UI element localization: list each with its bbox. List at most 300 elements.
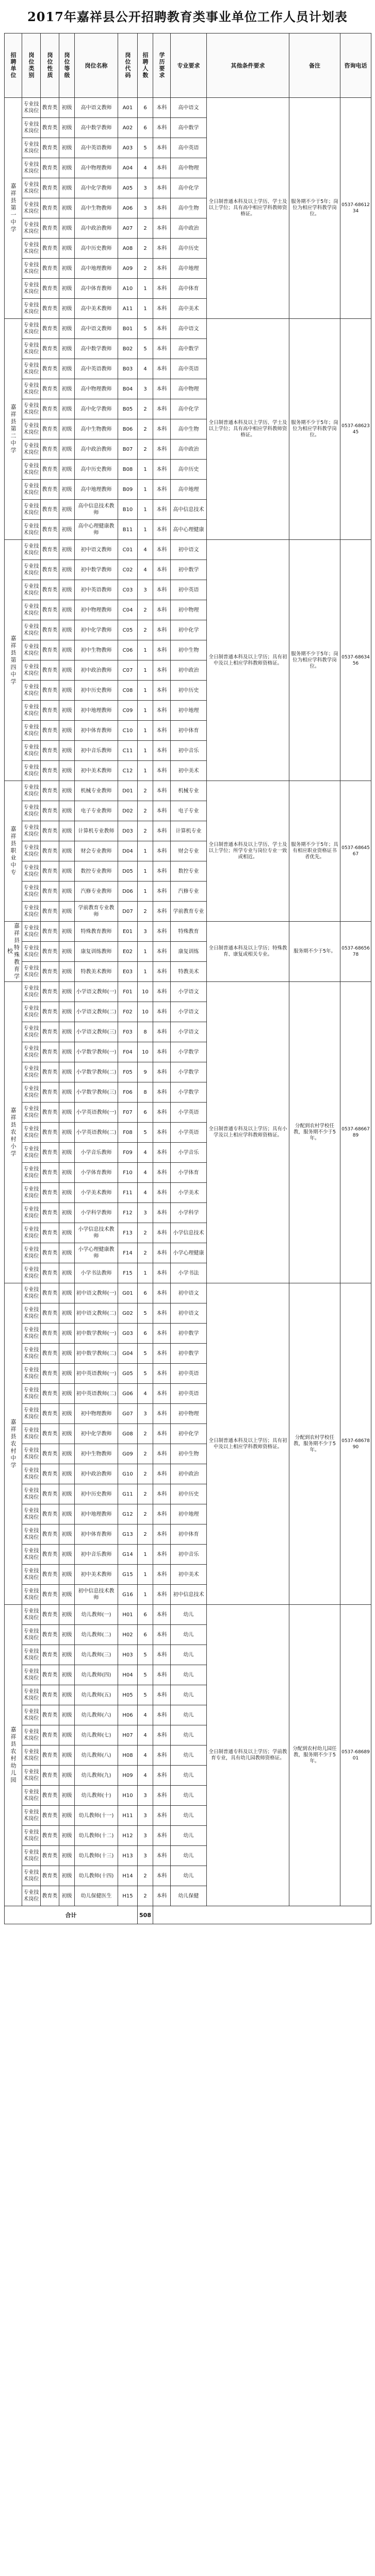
category-cell: 专业技术岗位 [22, 660, 41, 681]
education-cell: 本科 [153, 1665, 171, 1685]
level-cell: 初级 [59, 1042, 75, 1062]
position-name-cell: 高中生物教师 [75, 198, 118, 218]
major-cell: 高中政治 [171, 439, 207, 460]
major-cell: 幼儿 [171, 1826, 207, 1846]
education-cell: 本科 [153, 1243, 171, 1263]
nature-cell: 教育类 [41, 1886, 59, 1906]
level-cell: 初级 [59, 1002, 75, 1022]
position-code-cell: C04 [118, 600, 138, 620]
category-cell: 专业技术岗位 [22, 178, 41, 198]
position-code-cell: A11 [118, 299, 138, 319]
count-cell: 3 [138, 379, 153, 399]
nature-cell: 教育类 [41, 1806, 59, 1826]
nature-cell: 教育类 [41, 279, 59, 299]
category-cell: 专业技术岗位 [22, 500, 41, 520]
education-cell: 本科 [153, 1866, 171, 1886]
major-cell: 高中政治 [171, 218, 207, 239]
education-cell: 本科 [153, 640, 171, 660]
position-code-cell: A08 [118, 239, 138, 259]
position-code-cell: H10 [118, 1786, 138, 1806]
position-name-cell: 初中数学教师 [75, 560, 118, 580]
count-cell: 6 [138, 1605, 153, 1625]
education-cell: 本科 [153, 962, 171, 982]
count-cell: 3 [138, 922, 153, 942]
category-cell: 专业技术岗位 [22, 1504, 41, 1524]
position-name-cell: 高中语文教师 [75, 319, 118, 339]
education-cell: 本科 [153, 821, 171, 841]
nature-cell: 教育类 [41, 1444, 59, 1464]
count-cell: 4 [138, 359, 153, 379]
category-cell: 专业技术岗位 [22, 821, 41, 841]
category-cell: 专业技术岗位 [22, 1384, 41, 1404]
education-cell: 本科 [153, 1042, 171, 1062]
table-row [5, 540, 371, 560]
position-name-cell: 初中物理教师 [75, 600, 118, 620]
position-code-cell: F02 [118, 1002, 138, 1022]
major-cell: 数控专业 [171, 861, 207, 882]
major-cell: 小学体育 [171, 1163, 207, 1183]
nature-cell: 教育类 [41, 359, 59, 379]
count-cell: 1 [138, 1263, 153, 1283]
position-code-cell: H03 [118, 1645, 138, 1665]
count-cell: 2 [138, 1223, 153, 1243]
major-cell: 高中物理 [171, 158, 207, 178]
position-name-cell: 汽修专业教师 [75, 882, 118, 902]
category-cell: 专业技术岗位 [22, 1605, 41, 1625]
position-name-cell: 幼儿教师(四) [75, 1665, 118, 1685]
level-cell: 初级 [59, 500, 75, 520]
count-cell: 1 [138, 942, 153, 962]
category-cell: 专业技术岗位 [22, 982, 41, 1002]
major-cell: 初中生物 [171, 1444, 207, 1464]
table-row [5, 781, 371, 801]
category-cell: 专业技术岗位 [22, 1645, 41, 1665]
count-cell: 2 [138, 1444, 153, 1464]
education-cell: 本科 [153, 1786, 171, 1806]
level-cell: 初级 [59, 882, 75, 902]
category-cell: 专业技术岗位 [22, 1002, 41, 1022]
education-cell: 本科 [153, 520, 171, 540]
level-cell: 初级 [59, 1565, 75, 1585]
level-cell: 初级 [59, 1524, 75, 1545]
nature-cell: 教育类 [41, 98, 59, 118]
table-row [5, 922, 371, 942]
nature-cell: 教育类 [41, 781, 59, 801]
level-cell: 初级 [59, 118, 75, 138]
education-cell: 本科 [153, 1203, 171, 1223]
nature-cell: 教育类 [41, 1384, 59, 1404]
position-name-cell: 高中地理教师 [75, 259, 118, 279]
nature-cell: 教育类 [41, 1022, 59, 1042]
major-cell: 小学数学 [171, 1042, 207, 1062]
position-code-cell: B01 [118, 319, 138, 339]
education-cell: 本科 [153, 801, 171, 821]
category-cell: 专业技术岗位 [22, 1826, 41, 1846]
header-phone: 咨询电话 [340, 33, 371, 98]
level-cell: 初级 [59, 1243, 75, 1263]
remarks-cell: 服务期不少于5年；岗位为相应学科教学岗位。 [289, 319, 340, 540]
count-cell: 10 [138, 982, 153, 1002]
major-cell: 机械专业 [171, 781, 207, 801]
category-cell: 专业技术岗位 [22, 1585, 41, 1605]
education-cell: 本科 [153, 1123, 171, 1143]
education-cell: 本科 [153, 1082, 171, 1103]
category-cell: 专业技术岗位 [22, 620, 41, 640]
position-name-cell: 小学信息技术教师 [75, 1223, 118, 1243]
position-code-cell: F11 [118, 1183, 138, 1203]
education-cell: 本科 [153, 1283, 171, 1303]
level-cell: 初级 [59, 299, 75, 319]
level-cell: 初级 [59, 1705, 75, 1725]
category-cell: 专业技术岗位 [22, 962, 41, 982]
count-cell: 1 [138, 962, 153, 982]
position-code-cell: G15 [118, 1565, 138, 1585]
count-cell: 3 [138, 1786, 153, 1806]
major-cell: 小学音乐 [171, 1143, 207, 1163]
level-cell: 初级 [59, 1826, 75, 1846]
education-cell: 本科 [153, 942, 171, 962]
level-cell: 初级 [59, 801, 75, 821]
level-cell: 初级 [59, 600, 75, 620]
education-cell: 本科 [153, 1384, 171, 1404]
count-cell: 2 [138, 1464, 153, 1484]
category-cell: 专业技术岗位 [22, 1484, 41, 1504]
level-cell: 初级 [59, 1766, 75, 1786]
position-code-cell: H01 [118, 1605, 138, 1625]
position-name-cell: 小学语文教师(三) [75, 1022, 118, 1042]
major-cell: 初中英语 [171, 1364, 207, 1384]
position-code-cell: C02 [118, 560, 138, 580]
education-cell: 本科 [153, 1605, 171, 1625]
count-cell: 5 [138, 1665, 153, 1685]
category-cell: 专业技术岗位 [22, 1163, 41, 1183]
nature-cell: 教育类 [41, 138, 59, 158]
major-cell: 初中数学 [171, 1344, 207, 1364]
education-cell: 本科 [153, 359, 171, 379]
education-cell: 本科 [153, 1725, 171, 1745]
position-name-cell: 初中地理教师 [75, 701, 118, 721]
position-name-cell: 初中英语教师 [75, 580, 118, 600]
education-cell: 本科 [153, 1565, 171, 1585]
remarks-cell: 服务期不少于5年。 [289, 922, 340, 982]
position-name-cell: 幼儿教师(十一) [75, 1806, 118, 1826]
level-cell: 初级 [59, 741, 75, 761]
level-cell: 初级 [59, 1464, 75, 1484]
header-remarks: 备注 [289, 33, 340, 98]
category-cell: 专业技术岗位 [22, 1886, 41, 1906]
header-other-requirements: 其他条件要求 [207, 33, 289, 98]
position-code-cell: H06 [118, 1705, 138, 1725]
level-cell: 初级 [59, 1484, 75, 1504]
position-code-cell: A01 [118, 98, 138, 118]
education-cell: 本科 [153, 741, 171, 761]
count-cell: 1 [138, 761, 153, 781]
category-cell: 专业技术岗位 [22, 801, 41, 821]
education-cell: 本科 [153, 500, 171, 520]
position-code-cell: A04 [118, 158, 138, 178]
position-code-cell: D07 [118, 902, 138, 922]
nature-cell: 教育类 [41, 982, 59, 1002]
remarks-cell: 服务期不少于5年；具有相应职业资格证书者优先。 [289, 781, 340, 922]
count-cell: 10 [138, 1042, 153, 1062]
position-code-cell: H15 [118, 1886, 138, 1906]
count-cell: 3 [138, 1203, 153, 1223]
level-cell: 初级 [59, 1303, 75, 1324]
position-code-cell: F15 [118, 1263, 138, 1283]
count-cell: 3 [138, 580, 153, 600]
position-name-cell: 特殊教育教师 [75, 922, 118, 942]
level-cell: 初级 [59, 982, 75, 1002]
education-cell: 本科 [153, 1846, 171, 1866]
category-cell: 专业技术岗位 [22, 1545, 41, 1565]
position-name-cell: 幼儿教师(三) [75, 1645, 118, 1665]
major-cell: 康复训练 [171, 942, 207, 962]
position-code-cell: F12 [118, 1203, 138, 1223]
count-cell: 1 [138, 299, 153, 319]
category-cell: 专业技术岗位 [22, 198, 41, 218]
category-cell: 专业技术岗位 [22, 741, 41, 761]
level-cell: 初级 [59, 1605, 75, 1625]
level-cell: 初级 [59, 1022, 75, 1042]
count-cell: 6 [138, 118, 153, 138]
position-code-cell: B08 [118, 460, 138, 480]
category-cell: 专业技术岗位 [22, 922, 41, 942]
unit-name-cell: 嘉祥县第二中学 [5, 319, 22, 540]
position-code-cell: F08 [118, 1123, 138, 1143]
category-cell: 专业技术岗位 [22, 701, 41, 721]
category-cell: 专业技术岗位 [22, 259, 41, 279]
level-cell: 初级 [59, 1786, 75, 1806]
table-header-row [5, 33, 371, 98]
position-name-cell: 幼儿教师(十三) [75, 1846, 118, 1866]
major-cell: 特教美术 [171, 962, 207, 982]
education-cell: 本科 [153, 1002, 171, 1022]
position-code-cell: E01 [118, 922, 138, 942]
count-cell: 5 [138, 339, 153, 359]
position-code-cell: A02 [118, 118, 138, 138]
unit-name-cell: 嘉祥县农村幼儿园 [5, 1605, 22, 1906]
position-name-cell: 高中历史教师 [75, 460, 118, 480]
category-cell: 专业技术岗位 [22, 640, 41, 660]
count-cell: 9 [138, 1062, 153, 1082]
nature-cell: 教育类 [41, 1344, 59, 1364]
position-code-cell: D03 [118, 821, 138, 841]
position-name-cell: 高中化学教师 [75, 178, 118, 198]
count-cell: 5 [138, 1364, 153, 1384]
position-name-cell: 初中美术教师 [75, 1565, 118, 1585]
nature-cell: 教育类 [41, 1786, 59, 1806]
unit-name-cell: 嘉祥县第一中学 [5, 98, 22, 319]
nature-cell: 教育类 [41, 198, 59, 218]
position-name-cell: 高中政治教师 [75, 218, 118, 239]
education-cell: 本科 [153, 419, 171, 439]
count-cell: 4 [138, 1725, 153, 1745]
category-cell: 专业技术岗位 [22, 1625, 41, 1645]
header-level: 岗位等级 [59, 33, 75, 98]
nature-cell: 教育类 [41, 580, 59, 600]
position-code-cell: F01 [118, 982, 138, 1002]
position-code-cell: F06 [118, 1082, 138, 1103]
position-name-cell: 初中政治教师 [75, 1464, 118, 1484]
nature-cell: 教育类 [41, 902, 59, 922]
major-cell: 幼儿 [171, 1685, 207, 1705]
position-name-cell: 高中英语教师 [75, 138, 118, 158]
count-cell: 6 [138, 1324, 153, 1344]
nature-cell: 教育类 [41, 681, 59, 701]
count-cell: 2 [138, 1243, 153, 1263]
nature-cell: 教育类 [41, 1404, 59, 1424]
education-cell: 本科 [153, 1484, 171, 1504]
count-cell: 1 [138, 480, 153, 500]
level-cell: 初级 [59, 460, 75, 480]
major-cell: 初中数学 [171, 560, 207, 580]
education-cell: 本科 [153, 841, 171, 861]
education-cell: 本科 [153, 158, 171, 178]
level-cell: 初级 [59, 1324, 75, 1344]
nature-cell: 教育类 [41, 922, 59, 942]
requirements-cell: 全日制普通专科及以上学历；具有小学及以上相应学科教师资格证。 [207, 982, 289, 1283]
position-name-cell: 初中历史教师 [75, 681, 118, 701]
position-name-cell: 小学美术教师 [75, 1183, 118, 1203]
nature-cell: 教育类 [41, 319, 59, 339]
count-cell: 1 [138, 640, 153, 660]
nature-cell: 教育类 [41, 1504, 59, 1524]
level-cell: 初级 [59, 1665, 75, 1685]
major-cell: 幼儿 [171, 1645, 207, 1665]
education-cell: 本科 [153, 118, 171, 138]
major-cell: 汽修专业 [171, 882, 207, 902]
education-cell: 本科 [153, 1705, 171, 1725]
major-cell: 高中语文 [171, 319, 207, 339]
position-code-cell: B02 [118, 339, 138, 359]
major-cell: 幼儿 [171, 1806, 207, 1826]
nature-cell: 教育类 [41, 861, 59, 882]
position-name-cell: 小学书法教师 [75, 1263, 118, 1283]
phone-cell: 0537-6863456 [340, 540, 371, 781]
category-cell: 专业技术岗位 [22, 1283, 41, 1303]
count-cell: 1 [138, 1565, 153, 1585]
position-name-cell: 幼儿教师(九) [75, 1766, 118, 1786]
category-cell: 专业技术岗位 [22, 480, 41, 500]
major-cell: 小学数学 [171, 1082, 207, 1103]
education-cell: 本科 [153, 540, 171, 560]
count-cell: 1 [138, 460, 153, 480]
education-cell: 本科 [153, 259, 171, 279]
major-cell: 小学英语 [171, 1123, 207, 1143]
major-cell: 初中美术 [171, 1565, 207, 1585]
position-code-cell: A05 [118, 178, 138, 198]
count-cell: 6 [138, 1625, 153, 1645]
count-cell: 1 [138, 681, 153, 701]
education-cell: 本科 [153, 1625, 171, 1645]
major-cell: 高中历史 [171, 239, 207, 259]
level-cell: 初级 [59, 1545, 75, 1565]
major-cell: 初中数学 [171, 1324, 207, 1344]
position-code-cell: C12 [118, 761, 138, 781]
position-code-cell: C01 [118, 540, 138, 560]
count-cell: 5 [138, 1645, 153, 1665]
position-name-cell: 小学英语教师(一) [75, 1103, 118, 1123]
count-cell: 2 [138, 419, 153, 439]
count-cell: 1 [138, 660, 153, 681]
position-name-cell: 高中体育教师 [75, 279, 118, 299]
major-cell: 高中地理 [171, 480, 207, 500]
level-cell: 初级 [59, 319, 75, 339]
education-cell: 本科 [153, 1766, 171, 1786]
education-cell: 本科 [153, 138, 171, 158]
level-cell: 初级 [59, 821, 75, 841]
total-blank-cell [153, 1906, 371, 1924]
position-code-cell: G09 [118, 1444, 138, 1464]
count-cell: 2 [138, 1504, 153, 1524]
level-cell: 初级 [59, 439, 75, 460]
remarks-cell: 分配到农村学校任教，服务期不少于5年。 [289, 982, 340, 1283]
education-cell: 本科 [153, 701, 171, 721]
nature-cell: 教育类 [41, 1424, 59, 1444]
requirements-cell: 全日制普通本科及以上学历、学士及以上学位；所学专业与岗位专业一致或相近。 [207, 781, 289, 922]
position-code-cell: F05 [118, 1062, 138, 1082]
major-cell: 小学心理健康 [171, 1243, 207, 1263]
count-cell: 2 [138, 1886, 153, 1906]
position-code-cell: F10 [118, 1163, 138, 1183]
unit-name-cell: 嘉祥县特殊教育学校 [5, 922, 22, 982]
level-cell: 初级 [59, 520, 75, 540]
count-cell: 4 [138, 1705, 153, 1725]
position-name-cell: 初中体育教师 [75, 1524, 118, 1545]
position-code-cell: H09 [118, 1766, 138, 1786]
category-cell: 专业技术岗位 [22, 1866, 41, 1886]
education-cell: 本科 [153, 439, 171, 460]
nature-cell: 教育类 [41, 1826, 59, 1846]
education-cell: 本科 [153, 1364, 171, 1384]
count-cell: 2 [138, 620, 153, 640]
education-cell: 本科 [153, 1444, 171, 1464]
position-name-cell: 初中生物教师 [75, 640, 118, 660]
education-cell: 本科 [153, 1263, 171, 1283]
category-cell: 专业技术岗位 [22, 540, 41, 560]
position-code-cell: F09 [118, 1143, 138, 1163]
nature-cell: 教育类 [41, 1183, 59, 1203]
nature-cell: 教育类 [41, 701, 59, 721]
position-name-cell: 幼儿教师(七) [75, 1725, 118, 1745]
major-cell: 高中生物 [171, 419, 207, 439]
category-cell: 专业技术岗位 [22, 339, 41, 359]
education-cell: 本科 [153, 922, 171, 942]
position-code-cell: C06 [118, 640, 138, 660]
major-cell: 小学科学 [171, 1203, 207, 1223]
position-name-cell: 特教美术教师 [75, 962, 118, 982]
major-cell: 高中心理健康 [171, 520, 207, 540]
nature-cell: 教育类 [41, 741, 59, 761]
education-cell: 本科 [153, 178, 171, 198]
table-row [5, 98, 371, 118]
major-cell: 幼儿保健 [171, 1886, 207, 1906]
count-cell: 4 [138, 1183, 153, 1203]
category-cell: 专业技术岗位 [22, 1846, 41, 1866]
count-cell: 3 [138, 1806, 153, 1826]
position-code-cell: H02 [118, 1625, 138, 1645]
position-name-cell: 高中物理教师 [75, 379, 118, 399]
position-name-cell: 初中音乐教师 [75, 1545, 118, 1565]
phone-cell: 0537-6867890 [340, 1283, 371, 1605]
nature-cell: 教育类 [41, 379, 59, 399]
category-cell: 专业技术岗位 [22, 1464, 41, 1484]
category-cell: 专业技术岗位 [22, 1143, 41, 1163]
major-cell: 小学书法 [171, 1263, 207, 1283]
position-name-cell: 小学体育教师 [75, 1163, 118, 1183]
level-cell: 初级 [59, 138, 75, 158]
level-cell: 初级 [59, 580, 75, 600]
